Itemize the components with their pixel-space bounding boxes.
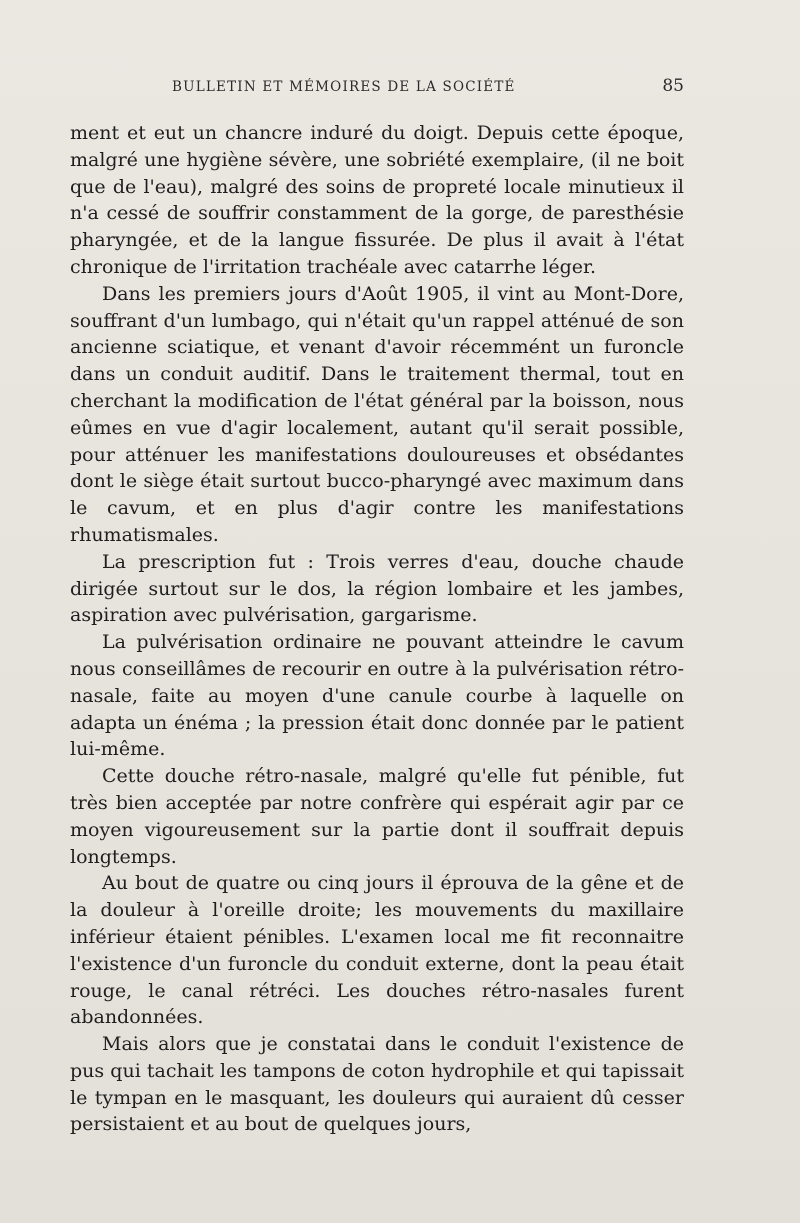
paragraph: La pulvérisation ordinaire ne pouvant atteindre le cavum nous conseillâmes de recourir en outre à la pulvérisation rétro-nasale, faite au moyen d'une canule courbe à laquelle on adapta un énéma ; la pression était donc donnée par le patient lui-même. <box>70 631 684 761</box>
body-text <box>70 120 684 1138</box>
paragraph: Cette douche rétro-nasale, malgré qu'elle fut pénible, fut très bien acceptée par notre confrère qui espérait agir par ce moyen vigoureusement sur la partie dont il souffrait depuis longtemps. <box>70 765 684 868</box>
paragraph: ment et eut un chancre induré du doigt. Depuis cette époque, malgré une hygiène sévère, une sobriété exemplaire, (il ne boit que de l'eau), malgré des soins de propreté locale minutieux il n'a cessé de souffrir constamment de la gorge, de paresthésie pharyngée, et de la langue fissurée. De plus il avait à l'état chronique de l'irritation trachéale avec catarrhe léger. <box>70 122 684 278</box>
paragraph: Au bout de quatre ou cinq jours il éprouva de la gêne et de la douleur à l'oreille droite; les mouvements du maxillaire inférieur étaient pénibles. L'examen local me fit reconnaitre l'existence d'un furoncle du conduit externe, dont la peau était rouge, le canal rétréci. Les douches rétro-nasales furent abandonnées. <box>70 872 684 1029</box>
page-number: 85 <box>662 76 684 96</box>
running-head <box>172 76 684 98</box>
running-title: BULLETIN ET MÉMOIRES DE LA SOCIÉTÉ <box>172 79 516 95</box>
paragraph: Mais alors que je constatai dans le conduit l'existence de pus qui tachait les tampons de coton hydrophile et qui tapissait le tympan en le masquant, les douleurs qui auraient dû cesser persistaient et au bout de quelques jours, <box>70 1033 684 1136</box>
paragraph: La prescription fut : Trois verres d'eau, douche chaude dirigée surtout sur le dos, la région lombaire et les jambes, aspiration avec pulvérisation, gargarisme. <box>70 550 684 627</box>
paragraph: Dans les premiers jours d'Août 1905, il vint au Mont-Dore, souffrant d'un lumbago, qui n'était qu'un rappel atténué de son ancienne sciatique, et venant d'avoir récemmént un furoncle dans un conduit auditif. Dans le traitement thermal, tout en cherchant la modification de l'état général par la boisson, nous eûmes en vue d'agir localement, autant qu'il serait possible, pour atténuer les manifestations douloureuses et obsédantes dont le siège était surtout bucco-pharyngé avec maximum dans le cavum, et en plus d'agir contre les manifestations rhumatismales. <box>70 282 684 546</box>
